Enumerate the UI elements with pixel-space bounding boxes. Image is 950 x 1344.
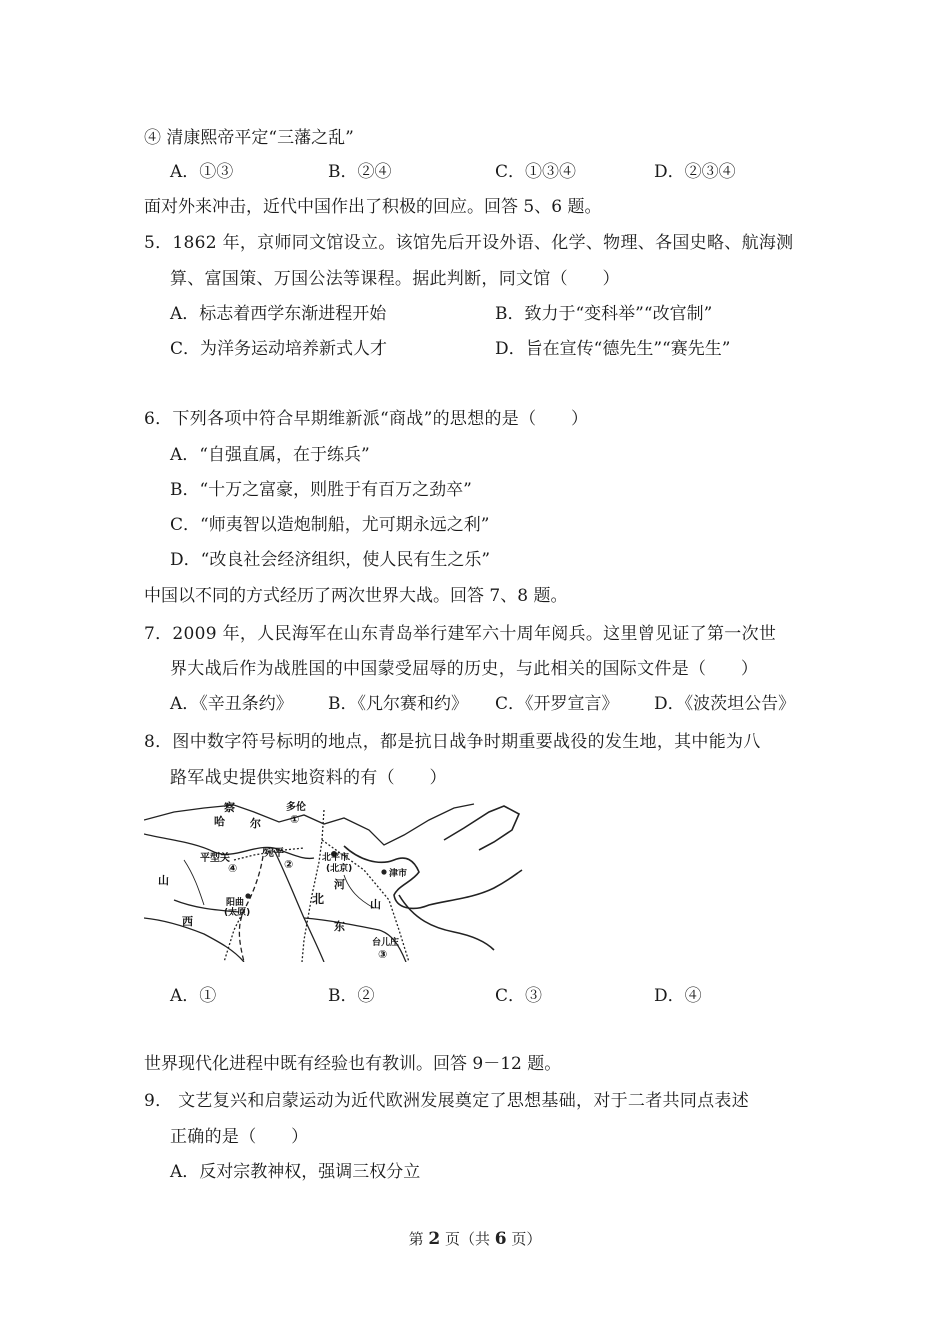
map-label-he: 河 (334, 878, 345, 891)
map-label-c1: ① (290, 813, 300, 826)
q8-option-a: A．① (170, 986, 217, 1006)
q6-option-a: A．“自强直属，在于练兵” (170, 445, 370, 465)
map-coastline (444, 806, 519, 850)
intro-7-8: 中国以不同的方式经历了两次世界大战。回答 7、8 题。 (144, 586, 568, 606)
map-label-c3: ③ (378, 948, 388, 961)
map-province-border (274, 850, 324, 962)
q8-stem-line2: 路军战史提供实地资料的有（ ） (170, 768, 447, 788)
q7-stem-line1: 7．2009 年，人民海军在山东青岛举行建军六十周年阅兵。这里曾见证了第一次世 (144, 624, 777, 644)
q5-option-a: A．标志着西学东渐进程开始 (170, 304, 387, 324)
map-label-cha: 察 (224, 801, 235, 814)
intro-9-12: 世界现代化进程中既有经验也有教训。回答 9－12 题。 (144, 1054, 562, 1074)
q5-stem-line2: 算、富国策、万国公法等课程。据此判断，同文馆（ ） (170, 269, 620, 289)
map-label-dong: 东 (334, 920, 345, 933)
q9-option-a: A．反对宗教神权，强调三权分立 (170, 1162, 421, 1182)
map-boundary-line (144, 804, 474, 845)
footer-total-pages: 6 (494, 1229, 507, 1249)
q8-option-b: B．② (328, 986, 375, 1006)
prev-item: ④ 清康熙帝平定“三藩之乱” (144, 128, 354, 148)
q8-option-d: D．④ (654, 986, 702, 1006)
map-province-border (144, 918, 244, 962)
map-label-taiyuan-a: 阳曲 (226, 898, 245, 908)
footer-middle: 页（共 (440, 1230, 495, 1248)
map-label-taiyuan-b: (太原) (224, 908, 251, 918)
q6-option-c: C．“师夷智以造炮制船，尤可期永远之利” (170, 515, 490, 535)
q8-option-c: C．③ (495, 986, 543, 1006)
map-label-beiping: 北平市 (322, 853, 350, 863)
tianjin-marker (381, 869, 386, 874)
q7-option-c: C．《开罗宣言》 (495, 694, 619, 714)
footer-prefix: 第 (408, 1230, 429, 1248)
footer-page-number: 2 (428, 1229, 441, 1249)
prev-option-b: B．②④ (328, 162, 392, 182)
map-label-shan: 山 (158, 874, 169, 887)
map-label-huade: 多伦 (286, 802, 306, 813)
prev-option-a: A．①③ (170, 162, 234, 182)
q7-option-d: D．《波茨坦公告》 (654, 694, 796, 714)
prev-option-d: D．②③④ (654, 162, 736, 182)
map-label-pingxingguan: 平型关 (200, 853, 230, 864)
q5-option-c: C．为洋务运动培养新式人才 (170, 339, 388, 359)
q6-stem: 6．下列各项中符合早期维新派“商战”的思想的是（ ） (144, 409, 589, 429)
q5-stem-line1: 5．1862 年，京师同文馆设立。该馆先后开设外语、化学、物理、各国史略、航海测 (144, 233, 794, 253)
q7-option-b: B．《凡尔赛和约》 (328, 694, 468, 714)
footer-suffix: 页） (506, 1230, 542, 1248)
map-label-c4: ④ (228, 862, 238, 875)
map-label-taierzhuang: 台儿庄 (372, 938, 400, 948)
map-label-beijing: (北京) (326, 864, 353, 874)
intro-5-6: 面对外来冲击，近代中国作出了积极的回应。回答 5、6 题。 (144, 197, 602, 217)
map-label-shandong-a: 山 (370, 898, 381, 911)
map-coastline (399, 895, 494, 950)
map-label-er: 尔 (250, 817, 261, 830)
q8-stem-line1: 8．图中数字符号标明的地点，都是抗日战争时期重要战役的发生地，其中能为八 (144, 732, 761, 752)
map-label-bei: 北 (312, 892, 325, 906)
map-label-c2: ② (284, 858, 294, 871)
page-footer (0, 1228, 950, 1250)
q6-option-b: B．“十万之富豪，则胜于有百万之劲卒” (170, 480, 472, 500)
battle-map-figure (144, 800, 524, 962)
q6-option-d: D．“改良社会经济组织，使人民有生之乐” (170, 550, 491, 570)
map-label-xi: 西 (182, 915, 193, 928)
map-label-shandong-b (400, 927, 401, 929)
map-label-tianjin: 津市 (389, 869, 408, 879)
q7-stem-line2: 界大战后作为战胜国的中国蒙受屈辱的历史，与此相关的国际文件是（ ） (170, 659, 759, 679)
map-river (184, 860, 204, 905)
q5-option-b: B．致力于“变科举”“改官制” (495, 304, 713, 324)
map-railway (302, 810, 324, 962)
map-label-ha: 哈 (214, 815, 225, 828)
map-label-kuanping: 宛平 (264, 848, 284, 859)
q7-option-a: A．《辛丑条约》 (170, 694, 293, 714)
taiyuan-marker (245, 893, 250, 898)
q5-option-d: D．旨在宣传“德先生”“赛先生” (495, 339, 731, 359)
q9-stem-line1: 9． 文艺复兴和启蒙运动为近代欧洲发展奠定了思想基础，对于二者共同点表述 (144, 1091, 750, 1111)
prev-option-c: C．①③④ (495, 162, 577, 182)
q9-stem-line2: 正确的是（ ） (170, 1127, 309, 1147)
